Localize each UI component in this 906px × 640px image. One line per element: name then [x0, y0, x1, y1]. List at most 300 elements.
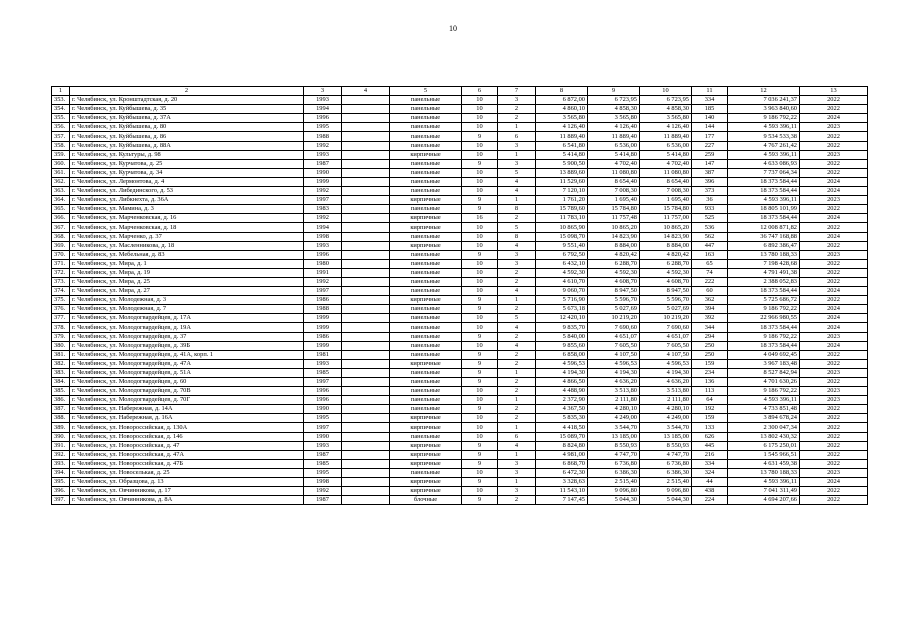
- wall-material-cell: панельные: [390, 105, 462, 114]
- cost-cell: 36 747 168,88: [728, 232, 800, 241]
- residents-cell: 259: [692, 150, 728, 159]
- residential-area-cell: 11 757,00: [640, 214, 692, 223]
- col-4-cell: [342, 405, 390, 414]
- entrances-cell: 2: [498, 114, 536, 123]
- col-4-cell: [342, 368, 390, 377]
- row-number-cell: 370.: [52, 250, 70, 259]
- residents-cell: 140: [692, 114, 728, 123]
- residents-cell: 250: [692, 350, 728, 359]
- year-built-cell: 1995: [304, 468, 342, 477]
- entrances-cell: 3: [498, 96, 536, 105]
- col-4-cell: [342, 378, 390, 387]
- living-area-cell: 6 536,00: [588, 141, 640, 150]
- entrances-cell: 1: [498, 150, 536, 159]
- cost-cell: 18 373 584,44: [728, 341, 800, 350]
- col-4-cell: [342, 241, 390, 250]
- address-cell: г. Челябинск, ул. Молодогвардейцев, д. 51А: [70, 368, 304, 377]
- col-4-cell: [342, 205, 390, 214]
- address-cell: г. Челябинск, ул. Новороссийская, д. 47А: [70, 450, 304, 459]
- entrances-cell: 5: [498, 314, 536, 323]
- residential-area-cell: 4 596,53: [640, 359, 692, 368]
- total-area-cell: 11 529,60: [536, 177, 588, 186]
- column-header: 10: [640, 87, 692, 96]
- planned-year-cell: 2024: [800, 177, 868, 186]
- residential-area-cell: 5 044,30: [640, 496, 692, 505]
- table-row: [52, 277, 868, 286]
- floors-cell: 10: [462, 259, 498, 268]
- floors-cell: 16: [462, 214, 498, 223]
- address-cell: г. Челябинск, ул. Кронштадтская, д. 20: [70, 96, 304, 105]
- year-built-cell: 1985: [304, 368, 342, 377]
- year-built-cell: 1985: [304, 459, 342, 468]
- residential-area-cell: 3 513,80: [640, 387, 692, 396]
- living-area-cell: 9 096,80: [588, 487, 640, 496]
- residents-cell: 136: [692, 378, 728, 387]
- planned-year-cell: 2022: [800, 277, 868, 286]
- residents-cell: 144: [692, 123, 728, 132]
- residents-cell: 445: [692, 441, 728, 450]
- residential-area-cell: 5 414,80: [640, 150, 692, 159]
- row-number-cell: 372.: [52, 268, 70, 277]
- living-area-cell: 11 889,40: [588, 132, 640, 141]
- floors-cell: 10: [462, 177, 498, 186]
- row-number-cell: 363.: [52, 187, 70, 196]
- living-area-cell: 6 288,70: [588, 259, 640, 268]
- planned-year-cell: 2022: [800, 105, 868, 114]
- cost-cell: 9 186 792,22: [728, 305, 800, 314]
- entrances-cell: 6: [498, 132, 536, 141]
- living-area-cell: 8 884,00: [588, 241, 640, 250]
- col-4-cell: [342, 350, 390, 359]
- wall-material-cell: панельные: [390, 205, 462, 214]
- cost-cell: 4 593 396,11: [728, 150, 800, 159]
- row-number-cell: 394.: [52, 468, 70, 477]
- table-row: [52, 241, 868, 250]
- total-area-cell: 3 328,63: [536, 478, 588, 487]
- planned-year-cell: 2022: [800, 450, 868, 459]
- wall-material-cell: панельные: [390, 287, 462, 296]
- residents-cell: 373: [692, 187, 728, 196]
- table-row: [52, 332, 868, 341]
- floors-cell: 10: [462, 150, 498, 159]
- address-cell: г. Челябинск, ул. Куйбышева, д. 86: [70, 132, 304, 141]
- year-built-cell: 1996: [304, 387, 342, 396]
- address-cell: г. Челябинск, ул. Куйбышева, д. 35: [70, 105, 304, 114]
- table-row: [52, 378, 868, 387]
- entrances-cell: 2: [498, 350, 536, 359]
- residents-cell: 163: [692, 250, 728, 259]
- column-header: 12: [728, 87, 800, 96]
- cost-cell: 18 373 584,44: [728, 214, 800, 223]
- row-number-cell: 384.: [52, 378, 70, 387]
- residential-area-cell: 5 027,69: [640, 305, 692, 314]
- wall-material-cell: панельные: [390, 314, 462, 323]
- planned-year-cell: 2022: [800, 378, 868, 387]
- residential-area-cell: 4 702,40: [640, 159, 692, 168]
- planned-year-cell: 2022: [800, 441, 868, 450]
- residential-area-cell: 4 126,40: [640, 123, 692, 132]
- year-built-cell: 1998: [304, 478, 342, 487]
- address-cell: г. Челябинск, ул. Мамина, д. 3: [70, 205, 304, 214]
- residents-cell: 394: [692, 305, 728, 314]
- planned-year-cell: 2022: [800, 223, 868, 232]
- residential-area-cell: 10 219,20: [640, 314, 692, 323]
- residents-cell: 44: [692, 478, 728, 487]
- entrances-cell: 4: [498, 177, 536, 186]
- wall-material-cell: панельные: [390, 396, 462, 405]
- row-number-cell: 381.: [52, 350, 70, 359]
- entrances-cell: 2: [498, 387, 536, 396]
- year-built-cell: 1993: [304, 359, 342, 368]
- residents-cell: 159: [692, 414, 728, 423]
- residents-cell: 562: [692, 232, 728, 241]
- floors-cell: 10: [462, 323, 498, 332]
- living-area-cell: 5 027,69: [588, 305, 640, 314]
- row-number-cell: 379.: [52, 332, 70, 341]
- living-area-cell: 4 820,42: [588, 250, 640, 259]
- living-area-cell: 13 185,00: [588, 432, 640, 441]
- residents-cell: 396: [692, 177, 728, 186]
- residential-area-cell: 8 654,40: [640, 177, 692, 186]
- total-area-cell: 5 716,90: [536, 296, 588, 305]
- col-4-cell: [342, 359, 390, 368]
- planned-year-cell: 2022: [800, 168, 868, 177]
- residents-cell: 334: [692, 459, 728, 468]
- year-built-cell: 1997: [304, 196, 342, 205]
- cost-cell: 1 545 966,51: [728, 450, 800, 459]
- residential-area-cell: 9 096,80: [640, 487, 692, 496]
- wall-material-cell: панельные: [390, 350, 462, 359]
- table-row: [52, 323, 868, 332]
- cost-cell: 5 725 686,72: [728, 296, 800, 305]
- row-number-cell: 373.: [52, 277, 70, 286]
- cost-cell: 8 527 842,94: [728, 368, 800, 377]
- cost-cell: 4 631 459,38: [728, 459, 800, 468]
- residential-area-cell: 4 636,20: [640, 378, 692, 387]
- row-number-cell: 362.: [52, 177, 70, 186]
- residential-area-cell: 11 080,80: [640, 168, 692, 177]
- living-area-cell: 7 605,50: [588, 341, 640, 350]
- planned-year-cell: 2024: [800, 287, 868, 296]
- total-area-cell: 4 126,40: [536, 123, 588, 132]
- entrances-cell: 2: [498, 268, 536, 277]
- cost-cell: 9 186 792,22: [728, 114, 800, 123]
- cost-cell: 9 534 533,38: [728, 132, 800, 141]
- column-header: 1: [52, 87, 70, 96]
- table-row: [52, 459, 868, 468]
- address-cell: г. Челябинск, ул. Мира, д. 27: [70, 287, 304, 296]
- living-area-cell: 2 111,80: [588, 396, 640, 405]
- row-number-cell: 376.: [52, 305, 70, 314]
- total-area-cell: 5 414,80: [536, 150, 588, 159]
- residential-area-cell: 4 651,07: [640, 332, 692, 341]
- year-built-cell: 1992: [304, 141, 342, 150]
- year-built-cell: 1986: [304, 296, 342, 305]
- residential-area-cell: 2 111,80: [640, 396, 692, 405]
- entrances-cell: 2: [498, 277, 536, 286]
- floors-cell: 10: [462, 168, 498, 177]
- total-area-cell: 8 824,80: [536, 441, 588, 450]
- living-area-cell: 15 784,80: [588, 205, 640, 214]
- floors-cell: 10: [462, 223, 498, 232]
- address-cell: г. Челябинск, ул. Новоселькая, д. 25: [70, 468, 304, 477]
- floors-cell: 9: [462, 478, 498, 487]
- total-area-cell: 6 541,80: [536, 141, 588, 150]
- year-built-cell: 1992: [304, 277, 342, 286]
- year-built-cell: 1997: [304, 378, 342, 387]
- year-built-cell: 1986: [304, 332, 342, 341]
- cost-cell: 4 733 851,48: [728, 405, 800, 414]
- total-area-cell: 15 089,70: [536, 432, 588, 441]
- residential-area-cell: 4 592,30: [640, 268, 692, 277]
- wall-material-cell: панельные: [390, 268, 462, 277]
- cost-cell: 4 701 630,26: [728, 378, 800, 387]
- col-4-cell: [342, 287, 390, 296]
- cost-cell: 3 967 183,48: [728, 359, 800, 368]
- year-built-cell: 1999: [304, 177, 342, 186]
- planned-year-cell: 2023: [800, 150, 868, 159]
- row-number-cell: 378.: [52, 323, 70, 332]
- floors-cell: 10: [462, 105, 498, 114]
- cost-cell: 18 373 584,44: [728, 287, 800, 296]
- living-area-cell: 7 008,30: [588, 187, 640, 196]
- cost-cell: 4 593 396,11: [728, 478, 800, 487]
- col-4-cell: [342, 232, 390, 241]
- wall-material-cell: кирпичные: [390, 296, 462, 305]
- planned-year-cell: 2022: [800, 141, 868, 150]
- row-number-cell: 354.: [52, 105, 70, 114]
- wall-material-cell: панельные: [390, 132, 462, 141]
- table-row: [52, 396, 868, 405]
- entrances-cell: 4: [498, 323, 536, 332]
- total-area-cell: 4 610,70: [536, 277, 588, 286]
- wall-material-cell: панельные: [390, 259, 462, 268]
- planned-year-cell: 2023: [800, 123, 868, 132]
- floors-cell: 10: [462, 396, 498, 405]
- total-area-cell: 15 098,70: [536, 232, 588, 241]
- living-area-cell: 8 550,93: [588, 441, 640, 450]
- address-cell: г. Челябинск, ул. Куйбышева, д. 37А: [70, 114, 304, 123]
- total-area-cell: 1 761,20: [536, 196, 588, 205]
- address-cell: г. Челябинск, ул. Мира, д. 25: [70, 277, 304, 286]
- cost-cell: 6 175 250,01: [728, 441, 800, 450]
- col-4-cell: [342, 296, 390, 305]
- residents-cell: 113: [692, 387, 728, 396]
- address-cell: г. Челябинск, ул. Молодогвардейцев, д. 39Б: [70, 341, 304, 350]
- floors-cell: 10: [462, 123, 498, 132]
- col-4-cell: [342, 214, 390, 223]
- col-4-cell: [342, 323, 390, 332]
- planned-year-cell: 2022: [800, 205, 868, 214]
- living-area-cell: 3 544,70: [588, 423, 640, 432]
- total-area-cell: 9 551,40: [536, 241, 588, 250]
- table-row: [52, 214, 868, 223]
- wall-material-cell: панельные: [390, 177, 462, 186]
- entrances-cell: 5: [498, 168, 536, 177]
- cost-cell: 4 694 207,66: [728, 496, 800, 505]
- col-4-cell: [342, 450, 390, 459]
- table-row: [52, 405, 868, 414]
- residents-cell: 185: [692, 105, 728, 114]
- residential-area-cell: 15 784,80: [640, 205, 692, 214]
- cost-cell: 4 593 396,11: [728, 396, 800, 405]
- row-number-cell: 361.: [52, 168, 70, 177]
- year-built-cell: 1992: [304, 214, 342, 223]
- table-row: [52, 468, 868, 477]
- total-area-cell: 7 120,10: [536, 187, 588, 196]
- floors-cell: 9: [462, 305, 498, 314]
- floors-cell: 9: [462, 359, 498, 368]
- total-area-cell: 9 855,60: [536, 341, 588, 350]
- wall-material-cell: панельные: [390, 305, 462, 314]
- residents-cell: 447: [692, 241, 728, 250]
- residents-cell: 133: [692, 423, 728, 432]
- total-area-cell: 6 868,70: [536, 459, 588, 468]
- cost-cell: 13 802 430,32: [728, 432, 800, 441]
- table-row: [52, 159, 868, 168]
- wall-material-cell: кирпичные: [390, 487, 462, 496]
- col-4-cell: [342, 150, 390, 159]
- year-built-cell: 1988: [304, 132, 342, 141]
- cost-cell: 7 041 311,49: [728, 487, 800, 496]
- address-cell: г. Челябинск, ул. Марченковская, д. 18: [70, 223, 304, 232]
- wall-material-cell: кирпичные: [390, 214, 462, 223]
- total-area-cell: 4 592,30: [536, 268, 588, 277]
- planned-year-cell: 2024: [800, 305, 868, 314]
- planned-year-cell: 2022: [800, 296, 868, 305]
- address-cell: г. Челябинск, ул. Мебельная, д. 83: [70, 250, 304, 259]
- planned-year-cell: 2022: [800, 496, 868, 505]
- total-area-cell: 6 858,00: [536, 350, 588, 359]
- row-number-cell: 360.: [52, 159, 70, 168]
- wall-material-cell: панельные: [390, 468, 462, 477]
- planned-year-cell: 2024: [800, 114, 868, 123]
- row-number-cell: 393.: [52, 459, 70, 468]
- total-area-cell: 4 866,50: [536, 378, 588, 387]
- column-header: 6: [462, 87, 498, 96]
- floors-cell: 10: [462, 232, 498, 241]
- total-area-cell: 4 367,50: [536, 405, 588, 414]
- cost-cell: 13 780 188,33: [728, 468, 800, 477]
- address-cell: г. Челябинск, ул. Молодогвардейцев, д. 37: [70, 332, 304, 341]
- year-built-cell: 1995: [304, 123, 342, 132]
- planned-year-cell: 2022: [800, 350, 868, 359]
- planned-year-cell: 2023: [800, 196, 868, 205]
- residents-cell: 626: [692, 432, 728, 441]
- living-area-cell: 4 280,10: [588, 405, 640, 414]
- cost-cell: 18 805 101,99: [728, 205, 800, 214]
- floors-cell: 10: [462, 96, 498, 105]
- entrances-cell: 8: [498, 232, 536, 241]
- row-number-cell: 392.: [52, 450, 70, 459]
- planned-year-cell: 2022: [800, 405, 868, 414]
- residents-cell: 216: [692, 450, 728, 459]
- entrances-cell: 4: [498, 341, 536, 350]
- residential-area-cell: 8 550,93: [640, 441, 692, 450]
- residential-area-cell: 5 596,70: [640, 296, 692, 305]
- col-4-cell: [342, 141, 390, 150]
- floors-cell: 10: [462, 468, 498, 477]
- table-body: [52, 96, 868, 505]
- total-area-cell: 4 860,10: [536, 105, 588, 114]
- residential-area-cell: 4 820,42: [640, 250, 692, 259]
- total-area-cell: 4 194,30: [536, 368, 588, 377]
- floors-cell: 10: [462, 487, 498, 496]
- column-header: 5: [390, 87, 462, 96]
- residents-cell: 362: [692, 296, 728, 305]
- row-number-cell: 377.: [52, 314, 70, 323]
- living-area-cell: 8 654,40: [588, 177, 640, 186]
- page-number: 10: [449, 24, 457, 33]
- row-number-cell: 380.: [52, 341, 70, 350]
- entrances-cell: 1: [498, 196, 536, 205]
- wall-material-cell: панельные: [390, 332, 462, 341]
- year-built-cell: 1987: [304, 496, 342, 505]
- total-area-cell: 11 889,40: [536, 132, 588, 141]
- total-area-cell: 6 872,00: [536, 96, 588, 105]
- floors-cell: 10: [462, 114, 498, 123]
- floors-cell: 10: [462, 432, 498, 441]
- table-row: [52, 223, 868, 232]
- wall-material-cell: кирпичные: [390, 441, 462, 450]
- residential-area-cell: 4 107,50: [640, 350, 692, 359]
- residential-area-cell: 7 008,30: [640, 187, 692, 196]
- col-4-cell: [342, 432, 390, 441]
- entrances-cell: 2: [498, 332, 536, 341]
- living-area-cell: 11 757,48: [588, 214, 640, 223]
- residents-cell: 525: [692, 214, 728, 223]
- col-4-cell: [342, 196, 390, 205]
- row-number-cell: 366.: [52, 214, 70, 223]
- address-cell: г. Челябинск, ул. Молодогвардейцев, д. 47А: [70, 359, 304, 368]
- living-area-cell: 6 723,95: [588, 96, 640, 105]
- row-number-cell: 383.: [52, 368, 70, 377]
- cost-cell: 6 892 386,47: [728, 241, 800, 250]
- year-built-cell: 1996: [304, 250, 342, 259]
- floors-cell: 10: [462, 141, 498, 150]
- floors-cell: 10: [462, 341, 498, 350]
- col-4-cell: [342, 187, 390, 196]
- living-area-cell: 4 592,30: [588, 268, 640, 277]
- total-area-cell: 6 792,50: [536, 250, 588, 259]
- wall-material-cell: панельные: [390, 432, 462, 441]
- entrances-cell: 4: [498, 287, 536, 296]
- living-area-cell: 11 080,80: [588, 168, 640, 177]
- living-area-cell: 5 596,70: [588, 296, 640, 305]
- table-row: [52, 150, 868, 159]
- floors-cell: 9: [462, 205, 498, 214]
- address-cell: г. Челябинск, ул. Молодогвардейцев, д. 17А: [70, 314, 304, 323]
- total-area-cell: 13 889,60: [536, 168, 588, 177]
- total-area-cell: 4 596,53: [536, 359, 588, 368]
- year-built-cell: 1980: [304, 259, 342, 268]
- table-row: [52, 350, 868, 359]
- col-4-cell: [342, 496, 390, 505]
- year-built-cell: 1987: [304, 450, 342, 459]
- column-header: 8: [536, 87, 588, 96]
- floors-cell: 9: [462, 332, 498, 341]
- wall-material-cell: кирпичные: [390, 414, 462, 423]
- floors-cell: 10: [462, 268, 498, 277]
- floors-cell: 10: [462, 387, 498, 396]
- entrances-cell: 2: [498, 414, 536, 423]
- entrances-cell: 1: [498, 368, 536, 377]
- planned-year-cell: 2022: [800, 96, 868, 105]
- residential-area-cell: 6 723,95: [640, 96, 692, 105]
- year-built-cell: 1994: [304, 105, 342, 114]
- table-row: [52, 205, 868, 214]
- col-4-cell: [342, 177, 390, 186]
